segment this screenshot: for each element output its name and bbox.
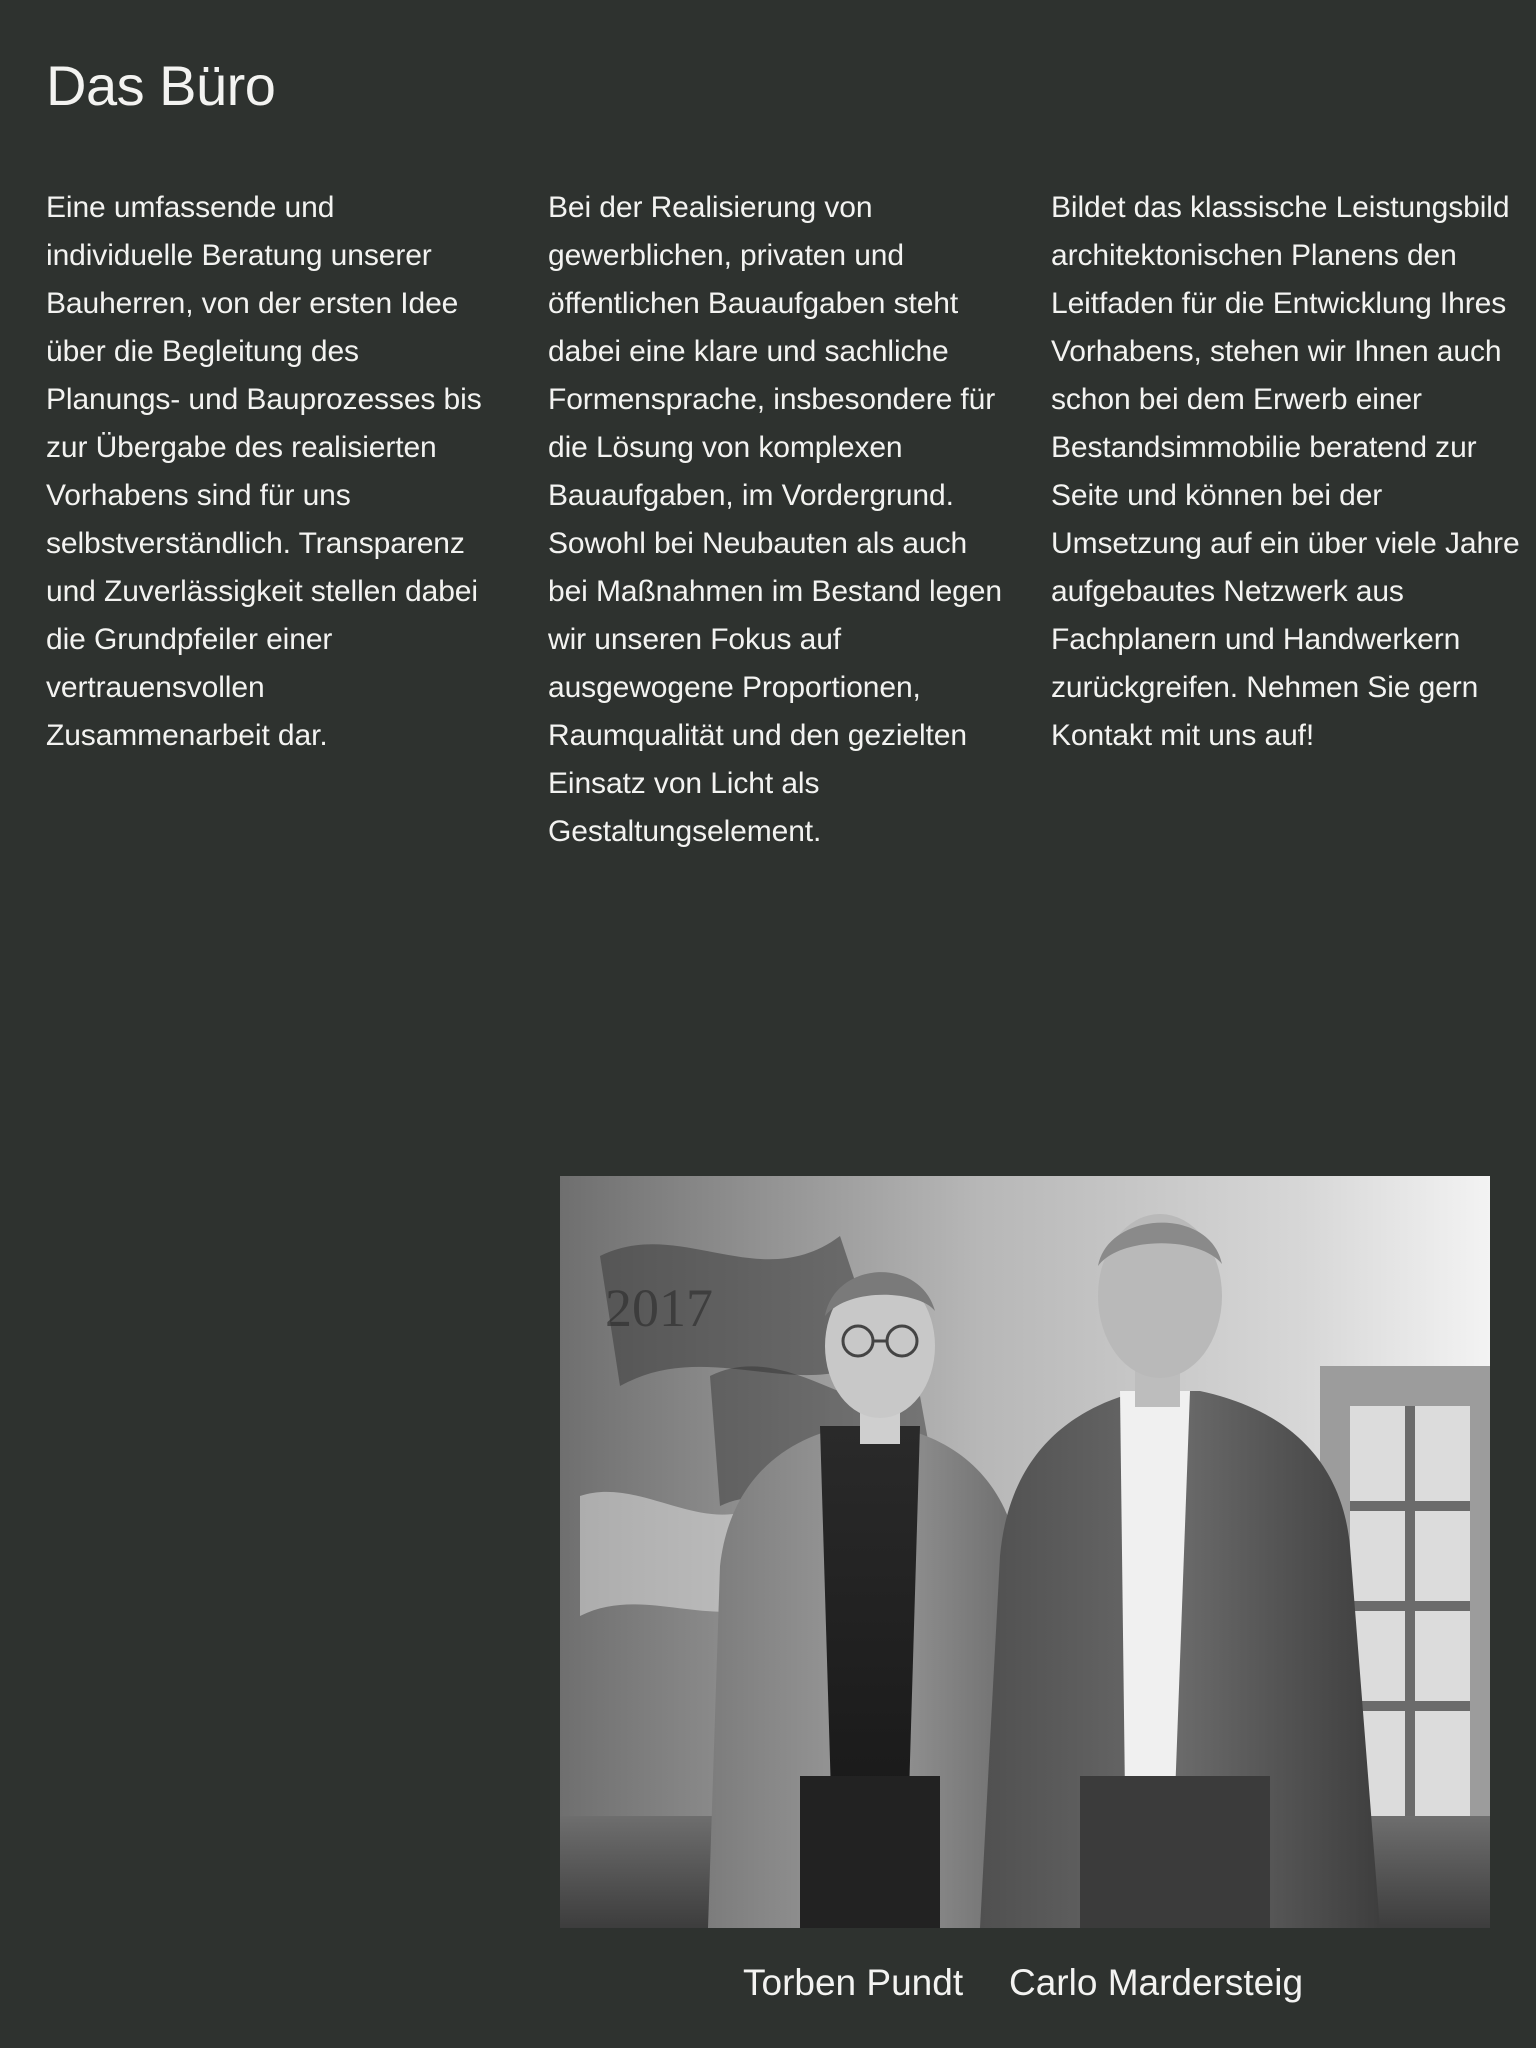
intro-text-column-1: Eine umfassende und individuelle Beratung unserer Bauherren, von der ersten Idee über die Begleitung des Planungs- und Bauprozesses bis zur Übergabe des realisierten Vorhabens sind für uns selbstverständlich. Transparenz und Zuverlässigkeit stellen dabei die Grundpfeiler einer vertrauensvollen Zusammenarbeit dar.: [46, 191, 482, 752]
team-member-name-1: Torben Pundt: [743, 1962, 964, 2003]
svg-text:2017: 2017: [605, 1278, 713, 1338]
page-title: Das Büro: [46, 54, 276, 117]
intro-text-column-2: Bei der Realisierung von gewerblichen, privaten und öffentlichen Bauaufgaben steht dabei eine klare und sachliche Formensprache, insbesondere für die Lösung von komplexen Bauaufgaben, im Vordergrund. Sowohl bei Neubauten als auch bei Maßnahmen im Bestand legen wir unseren Fokus auf ausgewogene Proportionen, Raumqualität und den gezielten Einsatz von Licht als Gestaltungselement.: [548, 191, 1002, 848]
team-photo: [560, 1176, 1490, 1928]
intro-text-column-3: Bildet das klassische Leistungsbild architektonischen Planens den Leitfaden für die Entwicklung Ihres Vorhabens, stehen wir Ihnen auch schon bei dem Erwerb einer Bestandsimmobilie beratend zur Seite und können bei der Umsetzung auf ein über viele Jahre aufgebautes Netzwerk aus Fachplanern und Handwerkern zurückgreifen. Nehmen Sie gern Kontakt mit uns auf!: [1051, 191, 1520, 752]
team-member-name-2: Carlo Mardersteig: [1009, 1962, 1304, 2003]
